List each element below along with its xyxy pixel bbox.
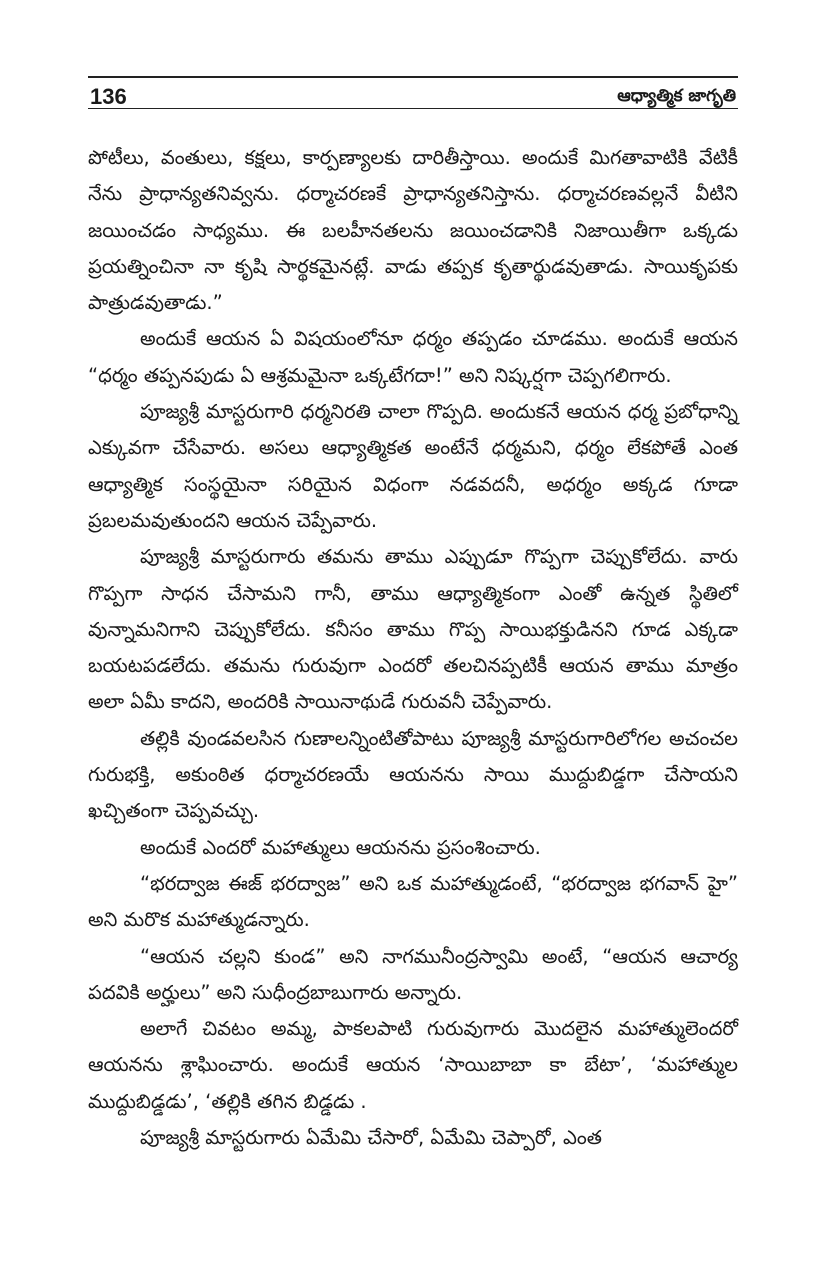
paragraph-9: అలాగే చివటం అమ్మ, పాకలపాటి గురువుగారు మొదలైన మహాత్ములెందరో ఆయనను శ్లాఘించారు. అందుకే ఆయన ‘సాయిబాబా కా బేటా’, ‘మహాత్ముల ముద్దుబిడ్డడు’, ‘తల్లికి తగిన బిడ్డడు . [88,1017,738,1113]
paragraph-7: “భరద్వాజ ఈజ్ భరద్వాజ” అని ఒక మహాత్ముడంటే, “భరద్వాజ భగవాన్ హై” అని మరొక మహాత్ముడన్నారు. [88,871,738,932]
header-rule [88,108,738,109]
running-title: ఆధ్యాత్మిక జాగృతి [617,86,736,106]
body-text [88,140,738,1156]
paragraph-6: అందుకే ఎందరో మహాత్ములు ఆయనను ప్రసంశించారు. [140,835,541,859]
paragraph-2: అందుకే ఆయన ఏ విషయంలోనూ ధర్మం తప్పడం చూడము. అందుకే ఆయన “ధర్మం తప్పనపుడు ఏ ఆశ్రమమైనా ఒక్కటేగదా!” అని నిష్కర్షగా చెప్పగలిగారు. [88,327,738,387]
paragraph-1: పోటీలు, వంతులు, కక్షలు, కార్పణ్యాలకు దారితీస్తాయి. అందుకే మిగతావాటికి వేటికీ నేను ప్రాధాన్యతనివ్వను. ధర్మాచరణకే ప్రాధాన్యతనిస్తాను. ధర్మాచరణవల్లనే వీటిని జయించడం సాధ్యము. ఈ బలహీనతలను జయించడానికి నిజాయితీగా ఒక్కడు ప్రయత్నించినా నా కృషి సార్థకమైనట్లే. వాడు తప్పక కృతార్థుడవుతాడు. సాయికృపకు పాత్రుడవుతాడు.” [88,146,738,315]
page-number: 136 [90,84,127,109]
paragraph-10: పూజ్యశ్రీ మాస్టరుగారు ఏమేమి చేసారో, ఏమేమి చెప్పారో, ఎంత [140,1126,602,1150]
paragraph-8: “ఆయన చల్లని కుండ” అని నాగమునీంద్రస్వామి అంటే, “ఆయన ఆచార్య పదవికి అర్హులు” అని సుధీంద్రబాబుగారు అన్నారు. [88,944,738,1004]
paragraph-4: పూజ్యశ్రీ మాస్టరుగారు తమను తాము ఎప్పుడూ గొప్పగా చెప్పుకోలేదు. వారు గొప్పగా సాధన చేసామని గానీ, తాము ఆధ్యాత్మికంగా ఎంతో ఉన్నత స్థితిలో వున్నామనిగాని చెప్పుకోలేదు. కనీసం తాము గొప్ప సాయిభక్తుడినని గూడ ఎక్కడా బయటపడలేదు. తమను గురువుగా ఎందరో తలచినప్పటికీ ఆయన తాము మాత్రం అలా ఏమీ కాదని, అందరికి సాయినాథుడే గురువనీ చెప్పేవారు. [88,545,738,714]
paragraph-5: తల్లికి వుండవలసిన గుణాలన్నింటితోపాటు పూజ్యశ్రీ మాస్టరుగారిలోగల అచంచల గురుభక్తి, అకుంఠిత ధర్మాచరణయే ఆయనను సాయి ముద్దుబిడ్డగా చేసాయని ఖచ్చితంగా చెప్పవచ్చు. [88,726,738,823]
paragraph-3: పూజ్యశ్రీ మాస్టరుగారి ధర్మనిరతి చాలా గొప్పది. అందుకనే ఆయన ధర్మ ప్రబోధాన్ని ఎక్కువగా చేసేవారు. అసలు ఆధ్యాత్మికత అంటేనే ధర్మమని, ధర్మం లేకపోతే ఎంత ఆధ్యాత్మిక సంస్థయైనా సరియైన విధంగా నడవదనీ, అధర్మం అక్కడ గూడా ప్రబలమవుతుందని ఆయన చెప్పేవారు. [88,400,738,532]
page-header [88,76,738,109]
